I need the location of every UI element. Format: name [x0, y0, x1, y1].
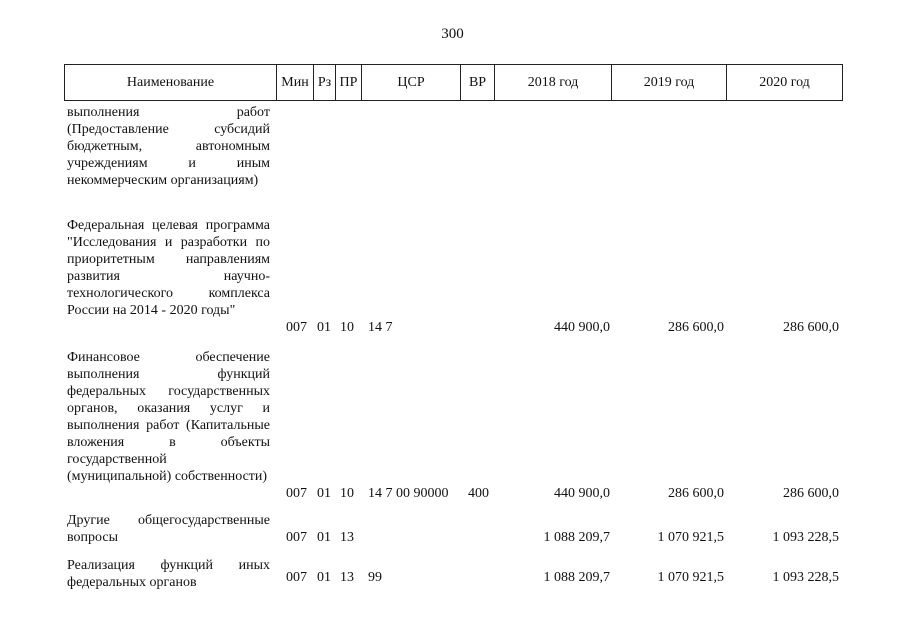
header-2020: 2020 год — [759, 74, 810, 90]
row-2020: 286 600,0 — [783, 486, 839, 501]
row-2019: 1 070 921,5 — [657, 530, 724, 545]
header-csr: ЦСР — [362, 65, 461, 100]
row-name: Реализация функций иных федеральных органов — [67, 558, 270, 590]
row-2018: 1 088 209,7 — [543, 570, 610, 585]
row-rz: 01 — [317, 486, 331, 501]
row-vr: 400 — [468, 486, 489, 501]
row-2020: 1 093 228,5 — [772, 570, 839, 585]
row-pr: 10 — [340, 320, 354, 335]
row-rz: 01 — [317, 530, 331, 545]
row-2019: 286 600,0 — [668, 320, 724, 335]
row-2020: 1 093 228,5 — [772, 530, 839, 545]
header-min: Мин — [277, 65, 314, 100]
header-name: Наименование — [65, 65, 277, 100]
row-rz: 01 — [317, 320, 331, 335]
row-min: 007 — [286, 486, 307, 501]
row-pr: 10 — [340, 486, 354, 501]
row-2018: 1 088 209,7 — [543, 530, 610, 545]
header-2019: 2019 год — [612, 65, 727, 100]
row-min: 007 — [286, 530, 307, 545]
row-2018: 440 900,0 — [554, 320, 610, 335]
row-name: Федеральная целевая программа "Исследования и разработки по приоритетным направлениям развития научно-технологического комплекса России на 2014 - 2020 годы" — [67, 218, 270, 318]
row-2018: 440 900,0 — [554, 486, 610, 501]
header-pr: ПР — [336, 65, 362, 100]
row-name: Финансовое обеспечение выполнения функций федеральных государственных органов, оказания услуг и выполнения работ (Капитальные вложения в объекты государственной (муниципальной) собственности) — [67, 350, 270, 484]
row-min: 007 — [286, 320, 307, 335]
header-vr: ВР — [461, 65, 495, 100]
row-pr: 13 — [340, 530, 354, 545]
row-2019: 286 600,0 — [668, 486, 724, 501]
row-min: 007 — [286, 570, 307, 585]
row-name: Другие общегосударственные вопросы — [67, 513, 270, 545]
row-rz: 01 — [317, 570, 331, 585]
row-2020: 286 600,0 — [783, 320, 839, 335]
row-csr: 99 — [368, 570, 382, 585]
header-rz: Рз — [314, 65, 336, 100]
row-csr: 14 7 — [368, 320, 393, 335]
row-csr: 14 7 00 90000 — [368, 486, 449, 501]
row-2019: 1 070 921,5 — [657, 570, 724, 585]
page-number: 300 — [441, 26, 464, 42]
row-name: выполнения работ (Предоставление субсидий бюджетным, автономным учреждениям и иным некоммерческим организациям) — [67, 105, 270, 188]
header-2018: 2018 год — [495, 65, 612, 100]
row-pr: 13 — [340, 570, 354, 585]
